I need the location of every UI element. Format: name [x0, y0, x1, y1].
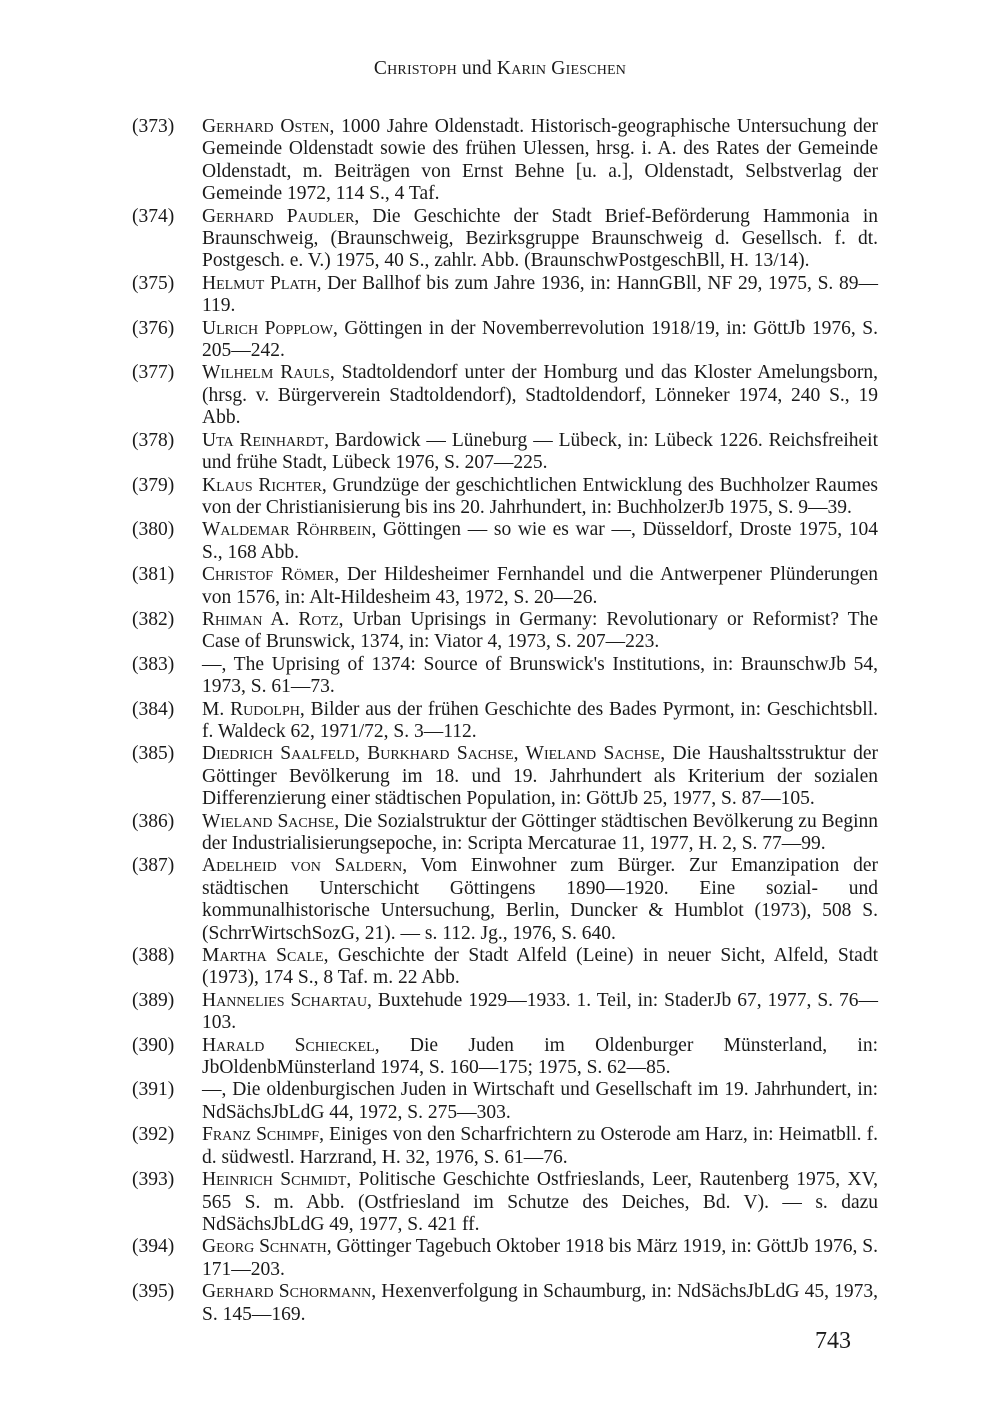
- entry-body: , Politische Geschichte Ostfrieslands, Leer, Rautenberg 1975, XV, 565 S. m. Abb. (Ostfriesland im Schutze des Deiches, Bd. V). — s. dazu NdSächsJbLdG 49, 1977, S. 421 ff.: [202, 1169, 879, 1235]
- bibliography-entry: [132, 654, 878, 699]
- entry-number: (373): [132, 116, 175, 137]
- entry-author: Christof Römer: [202, 564, 335, 586]
- entry-text: [202, 945, 878, 990]
- entry-author: Harald Schieckel: [202, 1034, 375, 1056]
- entry-author: Wieland Sachse: [202, 810, 335, 832]
- entry-author: Adelheid von Saldern: [202, 855, 403, 877]
- entry-number: (374): [132, 205, 175, 227]
- bibliography-entry: [132, 811, 878, 856]
- entry-body: , Grundzüge der geschichtlichen Entwicklung des Buchholzer Raumes von der Christianisierung bis ins 20. Jahrhundert, in: BuchholzerJb 1975, S. 9—39.: [202, 474, 878, 518]
- bibliography-entry: [132, 1035, 878, 1080]
- bibliography-entry: [132, 743, 878, 810]
- bibliography-entry: [132, 609, 878, 654]
- header-author-1: Christoph: [373, 58, 457, 79]
- entry-author: Uta Reinhardt: [202, 429, 325, 451]
- bibliography-entry: [132, 990, 878, 1035]
- entry-number: (392): [132, 1124, 175, 1146]
- entry-text: [202, 1236, 878, 1281]
- bibliography-entry: [132, 1169, 878, 1236]
- entry-number: (377): [132, 362, 175, 384]
- entry-number: (378): [132, 429, 175, 451]
- entry-body: , Die Juden im Oldenburger Münsterland, in: JbOldenbMünsterland 1974, S. 160—175; 1975, S. 62—85.: [202, 1034, 878, 1079]
- entry-text: [202, 116, 878, 206]
- entry-author: Helmut Plath: [202, 272, 317, 294]
- entry-author: Gerhard Schormann: [202, 1281, 372, 1303]
- entry-number: (393): [132, 1169, 175, 1191]
- entry-text: [202, 1281, 878, 1326]
- entry-text: [202, 699, 878, 744]
- bibliography-entry: [132, 1079, 878, 1124]
- entry-text: [202, 743, 878, 810]
- entry-text: [202, 206, 878, 273]
- entry-body: , 1000 Jahre Oldenstadt. Historisch-geographische Untersuchung der Gemeinde Oldenstadt sowie des frühen Ulessen, hrsg. i. A. des Rates der Gemeinde Oldenstadt, m. Beiträgen von Ernst Behne [u. a.], Oldenstadt, Selbstverlag der Gemeinde 1972, 114 S., 4 Taf.: [202, 116, 878, 205]
- running-header: [0, 58, 1000, 80]
- entry-text: [202, 1169, 878, 1236]
- entry-body: —, The Uprising of 1374: Source of Brunswick's Institutions, in: BraunschwJb 54, 1973, S. 61—73.: [202, 653, 878, 698]
- entry-author: Heinrich Schmidt: [202, 1169, 347, 1191]
- entry-body: , Geschichte der Stadt Alfeld (Leine) in neuer Sicht, Alfeld, Stadt (1973), 174 S., 8 Taf. m. 22 Abb.: [202, 945, 878, 989]
- entry-author: Franz Schimpf: [202, 1124, 320, 1146]
- entry-number: (390): [132, 1034, 175, 1056]
- entry-body: , Einiges von den Scharfrichtern zu Osterode am Harz, in: Heimatbll. f. d. südwestl. Harzrand, H. 32, 1976, S. 61—76.: [202, 1124, 878, 1168]
- entry-number: (395): [132, 1281, 175, 1303]
- entry-number: (382): [132, 608, 175, 630]
- entry-author: Martha Scale: [202, 945, 324, 967]
- entry-author: Gerhard Paudler: [202, 205, 355, 227]
- entry-text: [202, 519, 878, 564]
- entry-author: Waldemar Röhrbein: [202, 519, 372, 541]
- bibliography-entry: [132, 1281, 878, 1326]
- entry-number: (386): [132, 810, 175, 832]
- entry-author: Ulrich Popplow: [202, 317, 333, 339]
- entry-author: Klaus Richter: [202, 474, 322, 496]
- entry-number: (376): [132, 317, 175, 339]
- entry-author: Rhiman A. Rotz: [202, 608, 339, 630]
- entry-body: , Bardowick — Lüneburg — Lübeck, in: Lübeck 1226. Reichsfreiheit und frühe Stadt, Lübeck 1976, S. 207—225.: [202, 429, 878, 474]
- entry-body: —, Die oldenburgischen Juden in Wirtschaft und Gesellschaft im 19. Jahrhundert, in: NdSächsJbLdG 44, 1972, S. 275—303.: [202, 1079, 878, 1123]
- bibliography-entry: [132, 362, 878, 429]
- entry-number: (391): [132, 1079, 175, 1101]
- entry-number: (380): [132, 519, 175, 541]
- entry-body: , Göttingen — so wie es war —, Düsseldorf, Droste 1975, 104 S., 168 Abb.: [202, 519, 878, 563]
- entry-text: [202, 362, 878, 429]
- entry-body: , Der Hildesheimer Fernhandel und die Antwerpener Plünderungen von 1576, in: Alt-Hildesheim 43, 1972, S. 20—26.: [202, 564, 878, 608]
- entry-number: (389): [132, 989, 175, 1011]
- bibliography-entry: [132, 430, 878, 475]
- entry-body: , Urban Uprisings in Germany: Revolutionary or Reformist? The Case of Brunswick, 1374, in: Viator 4, 1973, S. 207—223.: [202, 608, 878, 653]
- bibliography-entry: [132, 1236, 878, 1281]
- entry-author: Diedrich Saalfeld, Burkhard Sachse, Wieland Sachse: [202, 743, 661, 765]
- entry-text: [202, 318, 878, 363]
- header-conjunction: und: [461, 58, 492, 79]
- entry-body: , Hexenverfolgung in Schaumburg, in: NdSächsJbLdG 45, 1973, S. 145—169.: [202, 1281, 878, 1325]
- entry-body: , Bilder aus der frühen Geschichte des Bades Pyrmont, in: Geschichtsbll. f. Waldeck 62, 1971/72, S. 3—112.: [202, 698, 878, 742]
- bibliography-entry: [132, 855, 878, 945]
- bibliography-entry: [132, 945, 878, 990]
- entry-author: Hannelies Schartau: [202, 989, 368, 1011]
- entry-text: [202, 1035, 878, 1080]
- entry-number: (381): [132, 564, 175, 586]
- entry-number: (385): [132, 743, 175, 765]
- entry-text: [202, 609, 878, 654]
- bibliography-entry: [132, 206, 878, 273]
- entry-text: [202, 1124, 878, 1169]
- entry-body: , Die Haushaltsstruktur der Göttinger Bevölkerung im 18. und 19. Jahrhundert als Kriterium der sozialen Differenzierung einer städtischen Population, in: GöttJb 25, 1977, S. 87—105.: [202, 743, 878, 810]
- bibliography-entry: [132, 1124, 878, 1169]
- bibliography-entry: [132, 475, 878, 520]
- entry-number: (383): [132, 653, 175, 675]
- entry-body: , Stadtoldendorf unter der Homburg und das Kloster Amelungsborn, (hrsg. v. Bürgerverein Stadtoldendorf), Stadtoldendorf, Lönneker 1974, 240 S., 19 Abb.: [202, 362, 878, 429]
- bibliography-entry: [132, 699, 878, 744]
- entry-body: , Vom Einwohner zum Bürger. Zur Emanzipation der städtischen Unterschicht Göttingens 1890—1920. Eine sozial- und kommunalhistorische Untersuchung, Berlin, Duncker & Humblot (1973), 508 S. (SchrrWirtschSozG, 21). — s. 112. Jg., 1976, S. 640.: [202, 855, 878, 944]
- entry-number: (375): [132, 272, 175, 294]
- entry-author: Georg Schnath: [202, 1236, 327, 1258]
- entry-text: [202, 654, 878, 699]
- entry-number: (384): [132, 698, 175, 720]
- entry-author: Wilhelm Rauls: [202, 362, 330, 384]
- entry-number: (379): [132, 474, 175, 496]
- entry-body: , Die Geschichte der Stadt Brief-Beförderung Hammonia in Braunschweig, (Braunschweig, Bezirksgruppe Braunschweig d. Gesellsch. f. dt. Postgesch. e. V.) 1975, 40 S., zahlr. Abb. (BraunschwPostgeschBll, H. 13/14).: [202, 205, 878, 272]
- bibliography-entry: [132, 116, 878, 206]
- entry-text: [202, 855, 878, 945]
- entry-number: (394): [132, 1236, 175, 1258]
- entry-author: Gerhard Osten: [202, 116, 330, 137]
- entry-body: , Göttingen in der Novemberrevolution 1918/19, in: GöttJb 1976, S. 205—242.: [202, 317, 878, 362]
- bibliography-list: [132, 116, 878, 1326]
- header-author-2: Karin Gieschen: [496, 58, 627, 79]
- entry-body: , Buxtehude 1929—1933. 1. Teil, in: StaderJb 67, 1977, S. 76—103.: [202, 989, 878, 1034]
- bibliography-entry: [132, 318, 878, 363]
- entry-text: [202, 475, 878, 520]
- entry-body: , Die Sozialstruktur der Göttinger städtischen Bevölkerung zu Beginn der Industrialisierungsepoche, in: Scripta Mercaturae 11, 1977, H. 2, S. 77—99.: [202, 810, 878, 854]
- entry-author: M. Rudolph: [202, 698, 300, 720]
- entry-body: , Göttinger Tagebuch Oktober 1918 bis März 1919, in: GöttJb 1976, S. 171—203.: [202, 1236, 878, 1280]
- entry-number: (388): [132, 945, 175, 967]
- entry-text: [202, 273, 878, 318]
- bibliography-entry: [132, 564, 878, 609]
- entry-text: [202, 811, 878, 856]
- entry-text: [202, 1079, 878, 1124]
- entry-body: , Der Ballhof bis zum Jahre 1936, in: HannGBll, NF 29, 1975, S. 89—119.: [202, 272, 878, 317]
- entry-text: [202, 564, 878, 609]
- entry-text: [202, 430, 878, 475]
- entry-number: (387): [132, 855, 175, 877]
- bibliography-entry: [132, 273, 878, 318]
- entry-text: [202, 990, 878, 1035]
- bibliography-entry: [132, 519, 878, 564]
- page-number: 743: [815, 1328, 851, 1354]
